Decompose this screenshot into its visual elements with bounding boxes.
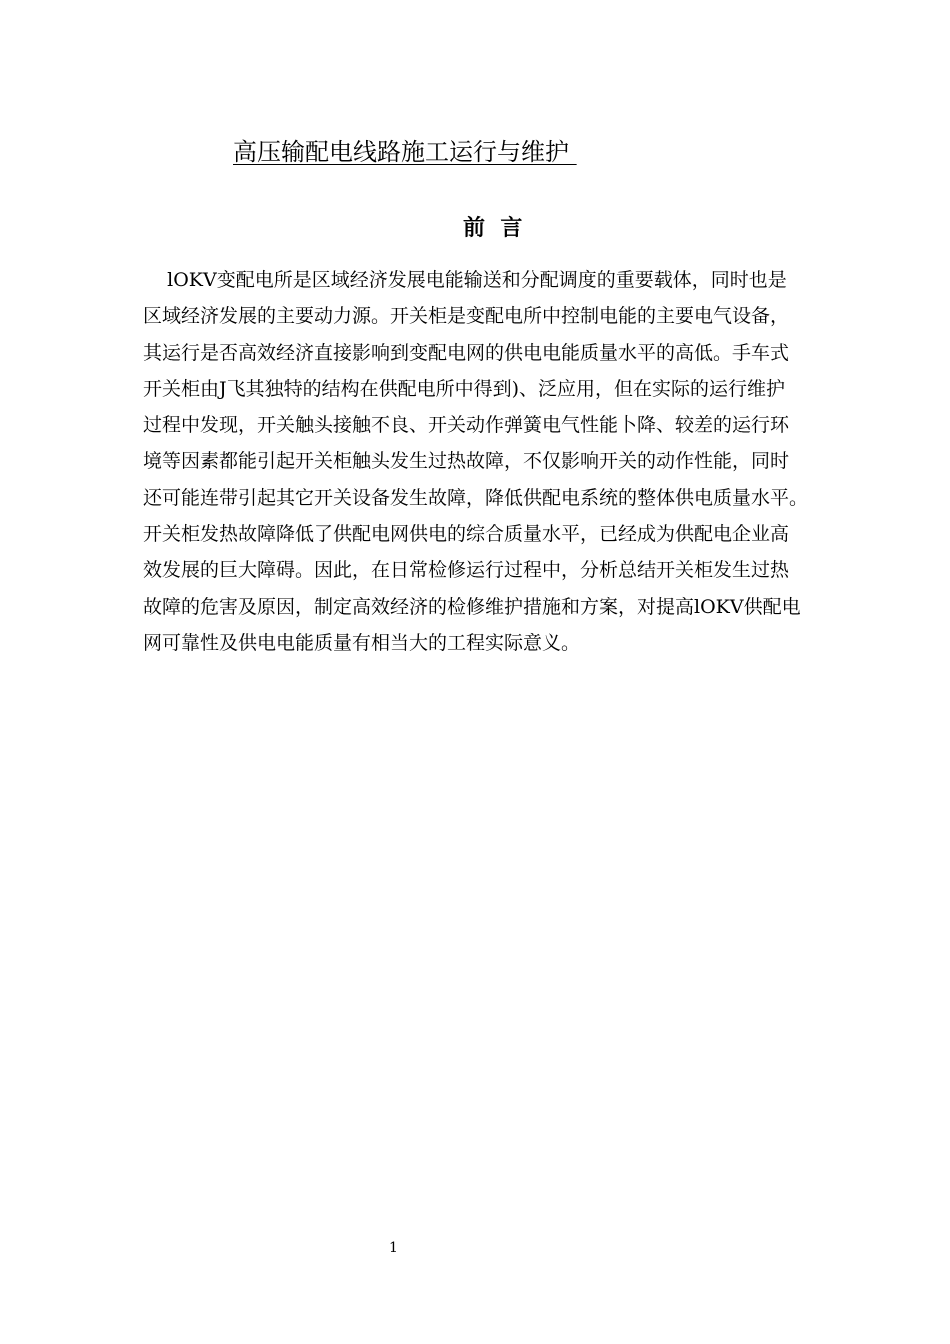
paragraph-line: 效发展的巨大障碍。因此，在日常检修运行过程中，分析总结开关柜发生过热 [143,559,790,582]
document-title: 高压输配电线路施工运行与维护 [233,138,577,166]
paragraph-line: lOKV变配电所是区域经济发展电能输送和分配调度的重要载体，同时也是 [143,269,787,291]
paragraph-line: 还可能连带引起其它开关设备发生故障，降低供配电系统的整体供电质量水平。 [143,486,809,509]
paragraph-line: 境等因素都能引起开关柜触头发生过热故障，不仅影响开关的动作性能，同时 [143,450,790,473]
paragraph-line: 过程中发现，开关触头接触不良、开关动作弹簧电气性能卜降、较差的运行环 [143,414,790,437]
body-paragraph [143,262,843,661]
section-heading: 前 言 [463,215,523,241]
paragraph-line: 网可靠性及供电电能质量有相当大的工程实际意义。 [143,631,581,654]
page-number: 1 [389,1240,398,1256]
paragraph-line: 开关柜由J飞其独特的结构在供配电所中得到)、泛应用，但在实际的运行维护 [143,377,786,400]
paragraph-line: 区域经济发展的主要动力源。开关柜是变配电所中控制电能的主要电气设备， [143,305,790,328]
paragraph-line: 故障的危害及原因，制定高效经济的检修维护措施和方案，对提高lOKV供配电 [143,595,801,618]
paragraph-line: 开关柜发热故障降低了供配电网供电的综合质量水平，已经成为供配电企业高 [143,523,790,546]
paragraph-line: 其运行是否高效经济直接影响到变配电网的供电电能质量水平的高低。手车式 [143,341,790,364]
